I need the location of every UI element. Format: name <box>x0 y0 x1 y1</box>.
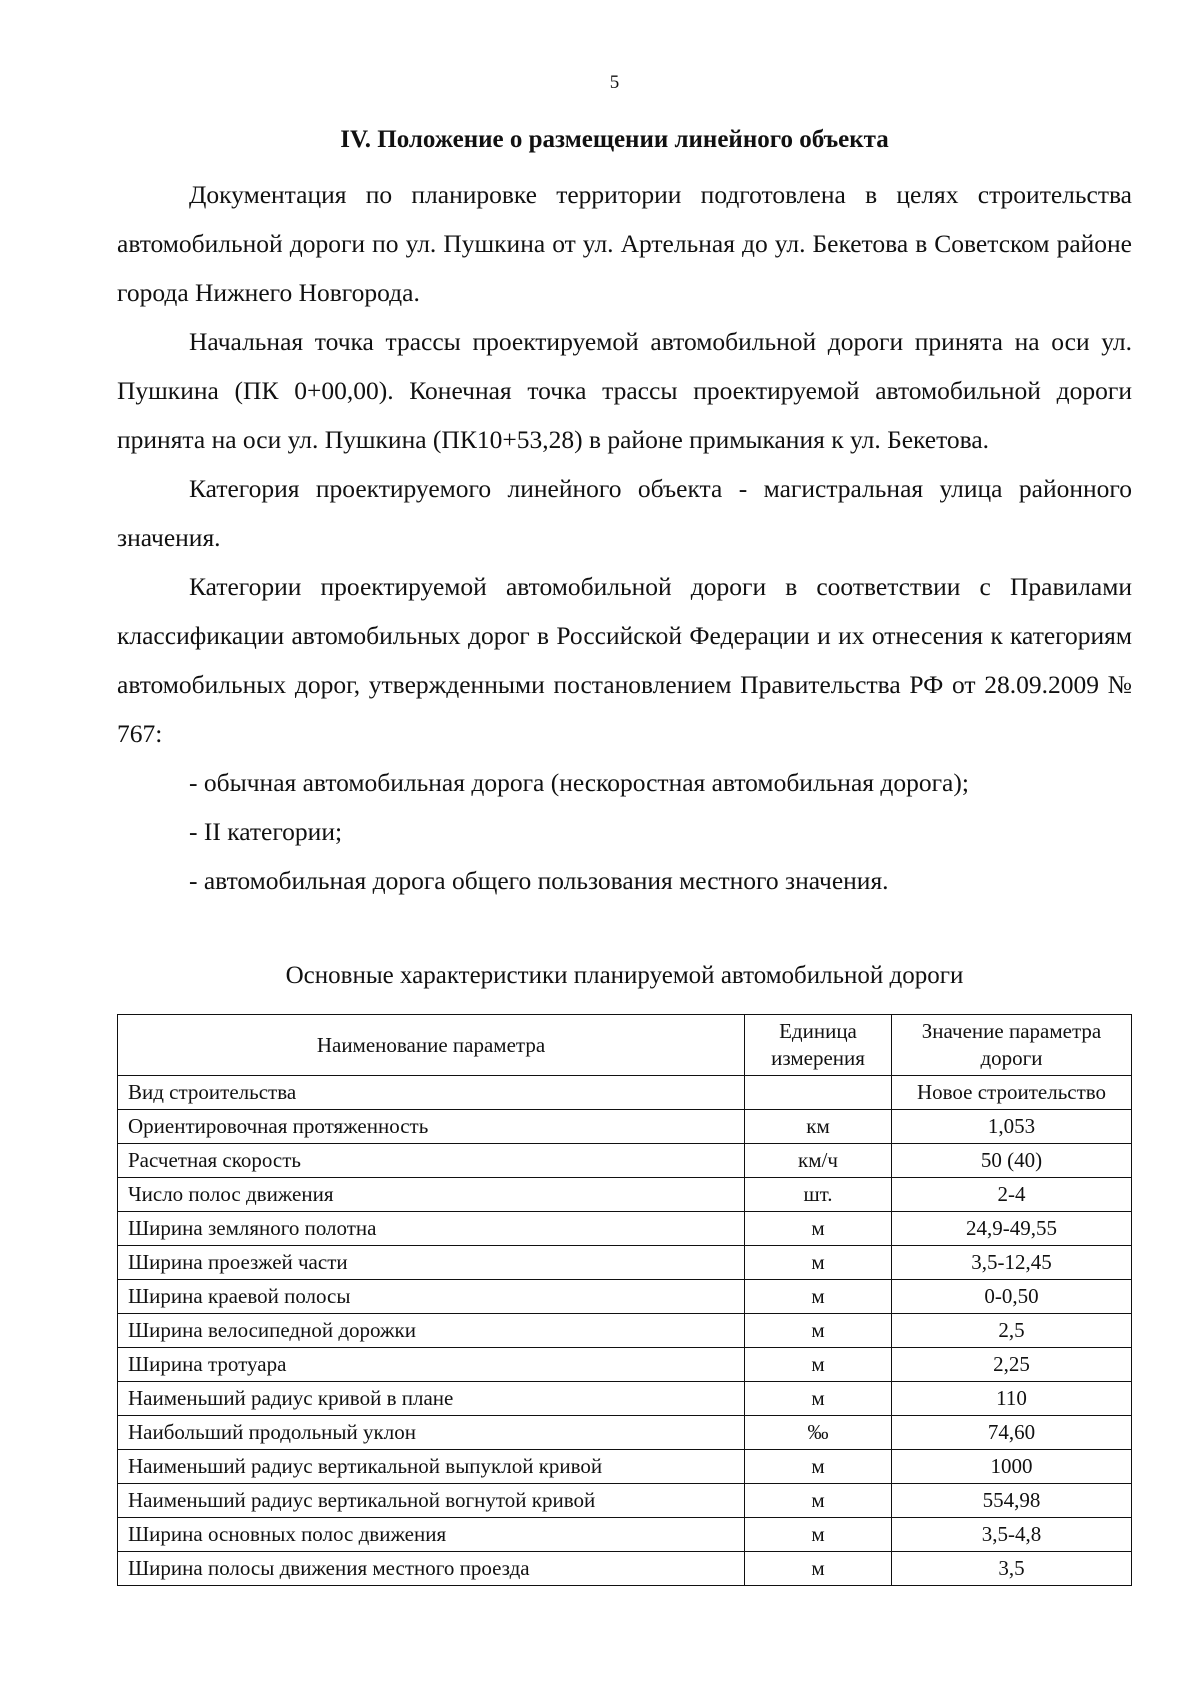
unit-cell: м <box>745 1552 892 1586</box>
parameter-name-cell: Наибольший продольный уклон <box>118 1416 745 1450</box>
unit-cell: км/ч <box>745 1144 892 1178</box>
table-body <box>118 1076 1132 1586</box>
table-row <box>118 1382 1132 1416</box>
unit-cell: шт. <box>745 1178 892 1212</box>
parameter-name-cell: Ширина земляного полотна <box>118 1212 745 1246</box>
table-caption: Основные характеристики планируемой автомобильной дороги <box>285 962 964 989</box>
unit-cell <box>745 1076 892 1110</box>
parameter-name-cell: Число полос движения <box>118 1178 745 1212</box>
header-parameter-name: Наименование параметра <box>118 1015 745 1076</box>
value-cell: 3,5-4,8 <box>892 1518 1132 1552</box>
table-row <box>118 1552 1132 1586</box>
value-cell: 24,9-49,55 <box>892 1212 1132 1246</box>
value-cell: 0-0,50 <box>892 1280 1132 1314</box>
header-value: Значение параметра дороги <box>892 1015 1132 1076</box>
table-row <box>118 1484 1132 1518</box>
value-cell: 554,98 <box>892 1484 1132 1518</box>
unit-cell: м <box>745 1348 892 1382</box>
table-row <box>118 1246 1132 1280</box>
paragraph: Категория проектируемого линейного объекта - магистральная улица районного значения. <box>117 474 1132 552</box>
parameter-name-cell: Ширина полосы движения местного проезда <box>118 1552 745 1586</box>
unit-cell: м <box>745 1382 892 1416</box>
unit-cell: м <box>745 1246 892 1280</box>
value-cell: 74,60 <box>892 1416 1132 1450</box>
parameter-name-cell: Наименьший радиус кривой в плане <box>118 1382 745 1416</box>
value-cell: 2,5 <box>892 1314 1132 1348</box>
parameter-name-cell: Наименьший радиус вертикальной выпуклой кривой <box>118 1450 745 1484</box>
value-cell: 1,053 <box>892 1110 1132 1144</box>
value-cell: 1000 <box>892 1450 1132 1484</box>
value-cell: 110 <box>892 1382 1132 1416</box>
parameter-name-cell: Ширина тротуара <box>118 1348 745 1382</box>
table-row <box>118 1450 1132 1484</box>
unit-cell: м <box>745 1450 892 1484</box>
paragraph: Начальная точка трассы проектируемой автомобильной дороги принята на оси ул. Пушкина (ПК 0+00,00). Конечная точка трассы проектируемой автомобильной дороги принята на оси ул. Пушкина (ПК10+53,28) в районе примыкания к ул. Бекетова. <box>117 327 1132 454</box>
table-row <box>118 1212 1132 1246</box>
table-row <box>118 1314 1132 1348</box>
table-row <box>118 1280 1132 1314</box>
list-item: - II категории; <box>189 817 343 846</box>
header-unit: Единица измерения <box>745 1015 892 1076</box>
parameter-name-cell: Ориентировочная протяженность <box>118 1110 745 1144</box>
value-cell: Новое строительство <box>892 1076 1132 1110</box>
parameter-name-cell: Ширина краевой полосы <box>118 1280 745 1314</box>
value-cell: 2,25 <box>892 1348 1132 1382</box>
table-header-row <box>118 1015 1132 1076</box>
list-item: - автомобильная дорога общего пользования местного значения. <box>189 866 889 895</box>
section-title: IV. Положение о размещении линейного объекта <box>340 126 889 153</box>
table-row <box>118 1416 1132 1450</box>
value-cell: 2-4 <box>892 1178 1132 1212</box>
table-row <box>118 1110 1132 1144</box>
unit-cell: км <box>745 1110 892 1144</box>
value-cell: 3,5 <box>892 1552 1132 1586</box>
table-row <box>118 1178 1132 1212</box>
parameter-name-cell: Ширина проезжей части <box>118 1246 745 1280</box>
list-item: - обычная автомобильная дорога (нескоростная автомобильная дорога); <box>189 768 969 797</box>
paragraph: Категории проектируемой автомобильной дороги в соответствии с Правилами классификации автомобильных дорог в Российской Федерации и их отнесения к категориям автомобильных дорог, утвержденными постановлением Правительства РФ от 28.09.2009 № 767: <box>117 572 1132 748</box>
table-row <box>118 1076 1132 1110</box>
value-cell: 50 (40) <box>892 1144 1132 1178</box>
parameter-name-cell: Наименьший радиус вертикальной вогнутой кривой <box>118 1484 745 1518</box>
parameter-name-cell: Расчетная скорость <box>118 1144 745 1178</box>
unit-cell: ‰ <box>745 1416 892 1450</box>
table-row <box>118 1348 1132 1382</box>
unit-cell: м <box>745 1280 892 1314</box>
parameter-name-cell: Ширина основных полос движения <box>118 1518 745 1552</box>
parameters-table <box>117 1014 1132 1586</box>
unit-cell: м <box>745 1518 892 1552</box>
document-body <box>117 170 1132 905</box>
unit-cell: м <box>745 1484 892 1518</box>
parameter-name-cell: Вид строительства <box>118 1076 745 1110</box>
unit-cell: м <box>745 1212 892 1246</box>
value-cell: 3,5-12,45 <box>892 1246 1132 1280</box>
page-number: 5 <box>609 72 620 93</box>
table-row <box>118 1518 1132 1552</box>
paragraph: Документация по планировке территории подготовлена в целях строительства автомобильной дороги по ул. Пушкина от ул. Артельная до ул. Бекетова в Советском районе города Нижнего Новгорода. <box>117 180 1132 307</box>
unit-cell: м <box>745 1314 892 1348</box>
table-row <box>118 1144 1132 1178</box>
parameter-name-cell: Ширина велосипедной дорожки <box>118 1314 745 1348</box>
